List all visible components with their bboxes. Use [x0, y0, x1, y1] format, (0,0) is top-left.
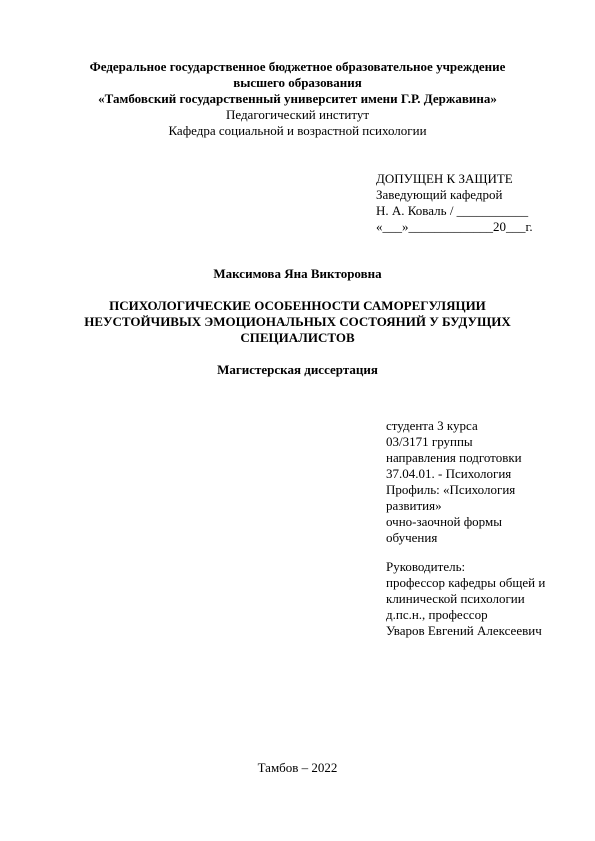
header-line-2: высшего образования: [233, 75, 362, 90]
approval-position: Заведующий кафедрой: [376, 187, 503, 202]
supervisor-line-3: д.пс.н., профессор: [386, 607, 488, 622]
student-line-6: развития»: [386, 498, 442, 513]
approval-date: «___»_____________20___г.: [376, 219, 533, 234]
student-line-7: очно-заочной формы: [386, 514, 502, 529]
approval-title: ДОПУЩЕН К ЗАЩИТЕ: [376, 171, 513, 186]
supervisor-line-1: профессор кафедры общей и: [386, 575, 546, 590]
header-line-3: «Тамбовский государственный университет имени Г.Р. Державина»: [98, 91, 497, 106]
supervisor-name: Уваров Евгений Алексеевич: [386, 623, 542, 638]
header-line-5: Кафедра социальной и возрастной психологии: [168, 123, 427, 138]
student-line-3: направления подготовки: [386, 450, 522, 465]
approval-signature: Н. А. Коваль / ___________: [376, 203, 529, 218]
supervisor-line-2: клинической психологии: [386, 591, 525, 606]
student-line-1: студента 3 курса: [386, 418, 478, 433]
header-line-4: Педагогический институт: [225, 107, 370, 122]
student-line-2: 03/3171 группы: [386, 434, 473, 449]
thesis-title-line-1: ПСИХОЛОГИЧЕСКИЕ ОСОБЕННОСТИ САМОРЕГУЛЯЦИИ: [109, 298, 486, 313]
student-line-8: обучения: [386, 530, 438, 545]
author-name: Максимова Яна Викторовна: [213, 266, 382, 281]
thesis-title-line-2: НЕУСТОЙЧИВЫХ ЭМОЦИОНАЛЬНЫХ СОСТОЯНИЙ У БУДУЩИХ: [84, 314, 511, 329]
thesis-title-line-3: СПЕЦИАЛИСТОВ: [240, 330, 355, 345]
supervisor-label: Руководитель:: [386, 559, 466, 574]
student-line-4: 37.04.01. - Психология: [386, 466, 512, 481]
student-line-5: Профиль: «Психология: [386, 482, 516, 497]
header-line-1: Федеральное государственное бюджетное образовательное учреждение: [89, 59, 506, 74]
footer-city-year: Тамбов – 2022: [257, 760, 338, 775]
work-type: Магистерская диссертация: [217, 362, 378, 377]
